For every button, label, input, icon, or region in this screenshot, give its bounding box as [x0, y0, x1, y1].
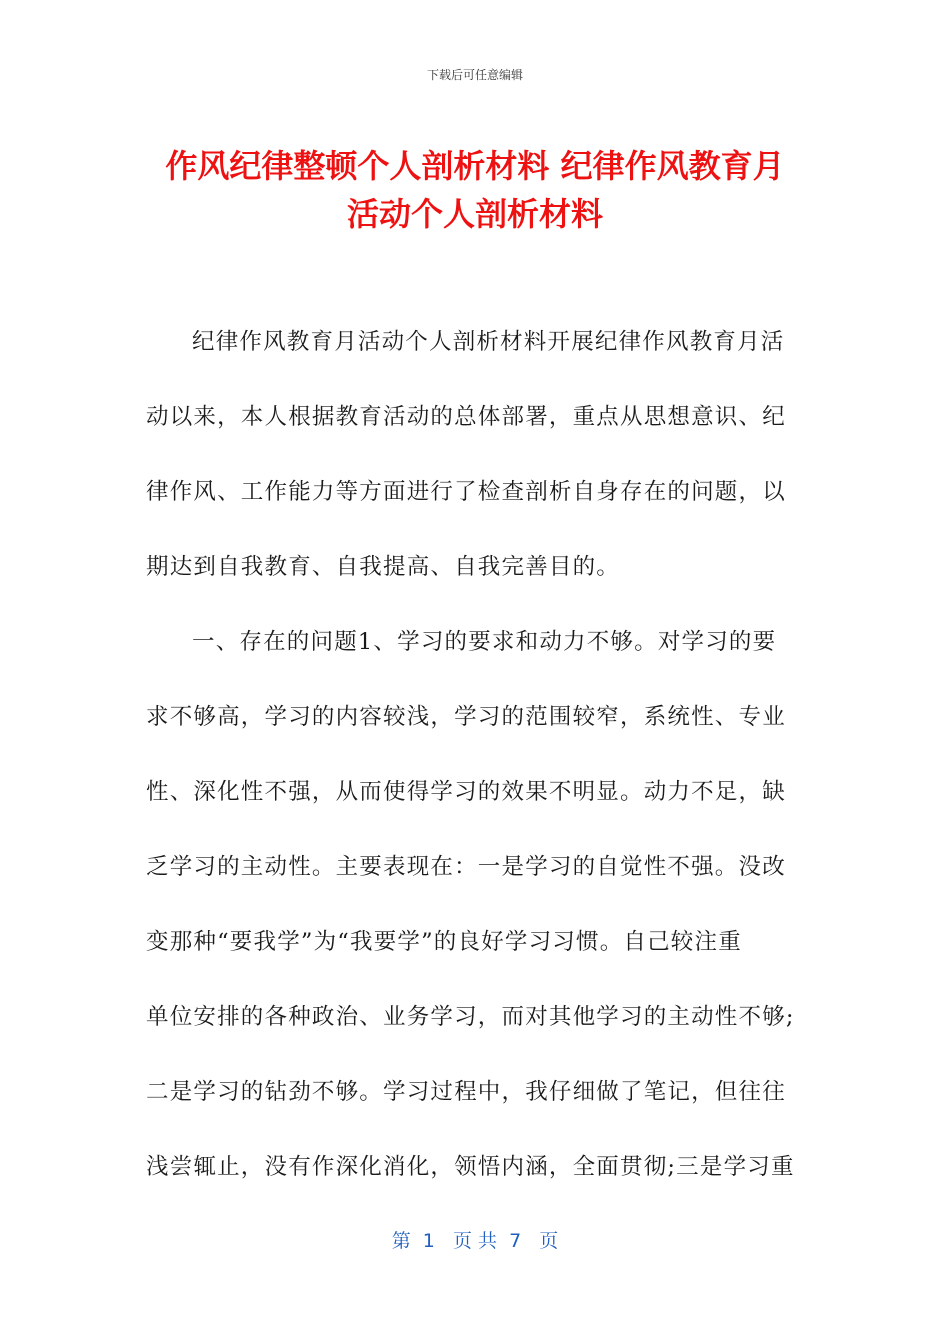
document-body: [146, 318, 816, 1218]
paragraph-line: 单位安排的各种政治、业务学习，而对其他学习的主动性不够;: [146, 1004, 795, 1030]
paragraph-line: 期达到自我教育、自我提高、自我完善目的。: [146, 554, 621, 580]
page-footer: 第 1 页 共 7 页: [391, 1230, 559, 1252]
title-line-1: 作风纪律整顿个人剖析材料 纪律作风教育月: [165, 147, 785, 185]
document-title: [120, 142, 830, 238]
paragraph-line: 一、存在的问题1、学习的要求和动力不够。对学习的要: [192, 629, 777, 655]
paragraph-line: 性、深化性不强，从而使得学习的效果不明显。动力不足，缺: [146, 779, 786, 805]
paragraph-line: 求不够高，学习的内容较浅，学习的范围较窄，系统性、专业: [146, 704, 786, 730]
header-note: 下载后可任意编辑: [426, 68, 523, 82]
paragraph-line: 律作风、工作能力等方面进行了检查剖析自身存在的问题，以: [146, 479, 786, 505]
paragraph-line: 浅尝辄止，没有作深化消化，领悟内涵，全面贯彻;三是学习重: [146, 1154, 795, 1180]
paragraph-line: 动以来，本人根据教育活动的总体部署，重点从思想意识、纪: [146, 404, 786, 430]
paragraph-line: 纪律作风教育月活动个人剖析材料开展纪律作风教育月活: [192, 329, 785, 355]
paragraph-line: 变那种“要我学”为“我要学”的良好学习习惯。自己较注重: [146, 929, 742, 955]
title-line-2: 活动个人剖析材料: [346, 195, 603, 233]
paragraph-line: 乏学习的主动性。主要表现在：一是学习的自觉性不强。没改: [146, 854, 786, 880]
paragraph-line: 二是学习的钻劲不够。学习过程中，我仔细做了笔记，但往往: [146, 1079, 786, 1105]
